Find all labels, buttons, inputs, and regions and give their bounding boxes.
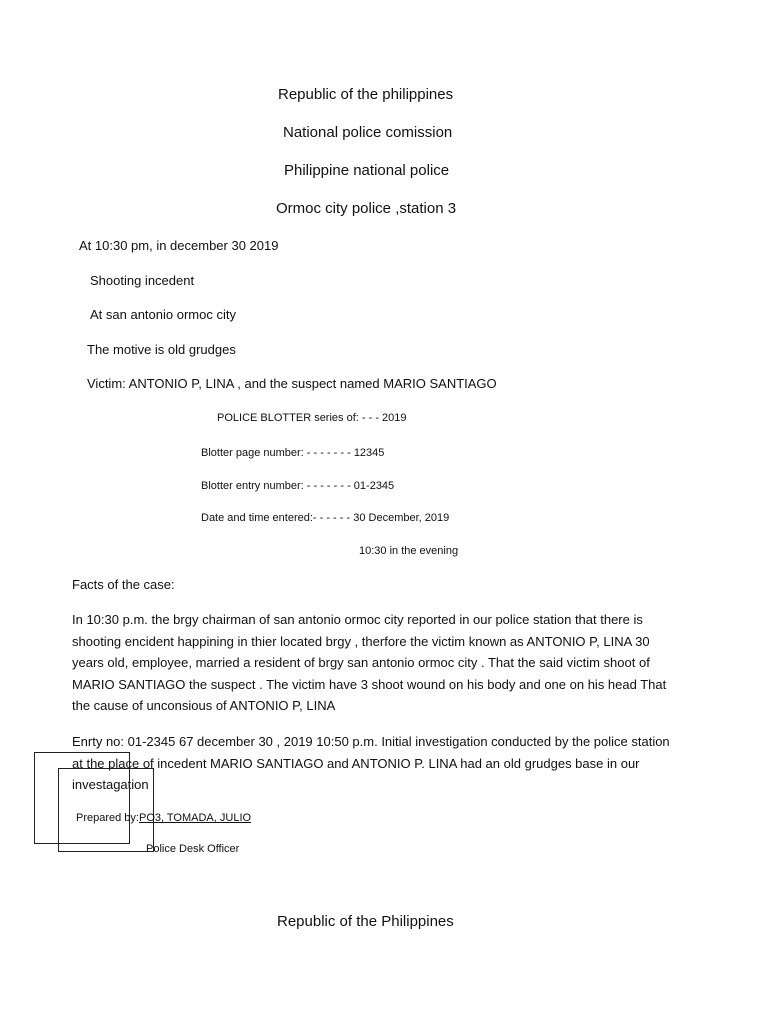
intro-datetime: At 10:30 pm, in december 30 2019 [79,238,279,253]
facts-heading: Facts of the case: [72,577,175,592]
header-pnp: Philippine national police [284,162,450,179]
facts-entry: Enrty no: 01-2345 67 december 30 , 2019 10:50 p.m. Initial investigation conducted by the police station at the place of incedent MARIO SANTIAGO and ANTONIO P. LINA had an old grudges base in our investagation [72,734,670,793]
blotter-page-number: Blotter page number: - - - - - - - 12345 [201,447,385,459]
blotter-time-entered: 10:30 in the evening [359,545,459,557]
signature-title: Police Desk Officer [146,843,240,855]
intro-location: At san antonio ormoc city [90,307,236,322]
blotter-entry-number: Blotter entry number: - - - - - - - 01-2345 [201,480,395,492]
intro-incident: Shooting incedent [90,273,195,288]
intro-victim: Victim: ANTONIO P, LINA , and the suspect named MARIO SANTIAGO [87,376,497,391]
footer-republic: Republic of the Philippines [277,913,454,930]
blotter-series: POLICE BLOTTER series of: - - - 2019 [217,412,407,424]
header-republic: Republic of the philippines [278,86,454,103]
prepared-name: PO3, TOMADA, JULIO [138,812,252,824]
header-station: Ormoc city police ,station 3 [276,200,457,217]
blotter-date-entered: Date and time entered:- - - - - - 30 December, 2019 [201,512,450,524]
intro-motive: The motive is old grudges [87,342,236,357]
prepared-label: Prepared by: [76,812,139,824]
header-commission: National police comission [283,124,453,141]
signature-prepared-by [76,810,251,826]
facts-paragraph: In 10:30 p.m. the brgy chairman of san antonio ormoc city reported in our police station that there is shooting encident happining in thier located brgy , therfore the victim known as ANTONIO P, LINA 30 years old, employee, married a resident of brgy san antonio ormoc city . That the said victim shoot of MARIO SANTIAGO the suspect . The victim have 3 shoot wound on his body and one on his head That the cause of unconsious of ANTONIO P, LINA [72,612,667,714]
